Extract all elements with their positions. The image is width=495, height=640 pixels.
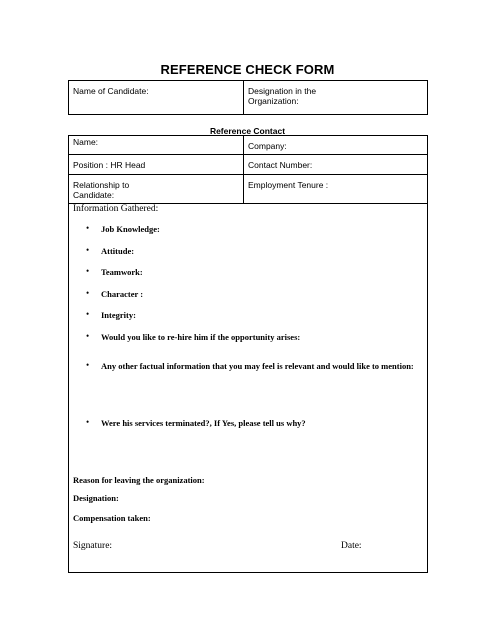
- designation-label-line2: Organization:: [248, 96, 299, 106]
- reference-company-field[interactable]: Company:: [248, 141, 287, 151]
- bullet-rehire[interactable]: Would you like to re-hire him if the opportunity arises:: [101, 332, 301, 342]
- bullet-glyph: •: [86, 331, 90, 341]
- reference-name-field[interactable]: Name:: [73, 137, 99, 147]
- bullet-glyph: •: [86, 223, 90, 233]
- date-label[interactable]: Date:: [341, 541, 362, 551]
- compensation-label[interactable]: Compensation taken:: [73, 513, 151, 523]
- information-gathered-heading: Information Gathered:: [73, 204, 159, 214]
- reference-relationship-field[interactable]: [73, 180, 129, 200]
- form-title: REFERENCE CHECK FORM: [160, 62, 335, 77]
- relationship-label-line2: Candidate:: [73, 190, 115, 200]
- reason-for-leaving-label[interactable]: Reason for leaving the organization:: [73, 475, 205, 485]
- bullet-glyph: •: [86, 417, 90, 427]
- signature-label[interactable]: Signature:: [73, 541, 113, 551]
- reference-row-line-1: [68, 154, 428, 155]
- bullet-glyph: •: [86, 288, 90, 298]
- bullet-terminated[interactable]: Were his services terminated?, If Yes, please tell us why?: [101, 418, 306, 428]
- bullet-glyph: •: [86, 309, 90, 319]
- designation-label-line1: Designation in the: [248, 86, 317, 96]
- bullet-teamwork[interactable]: Teamwork:: [101, 267, 143, 277]
- bullet-job-knowledge[interactable]: Job Knowledge:: [101, 224, 160, 234]
- reference-position-field[interactable]: Position : HR Head: [73, 160, 146, 170]
- bullet-character[interactable]: Character :: [101, 289, 144, 299]
- candidate-divider: [243, 80, 244, 115]
- reference-contact-number-field[interactable]: Contact Number:: [248, 160, 313, 170]
- bullet-glyph: •: [86, 266, 90, 276]
- candidate-name-field[interactable]: Name of Candidate:: [73, 86, 149, 96]
- reference-row-line-2: [68, 174, 428, 175]
- reference-contact-heading: Reference Contact: [209, 126, 286, 136]
- bullet-other-information[interactable]: Any other factual information that you may feel is relevant and would like to mention:: [101, 361, 414, 371]
- designation-label[interactable]: Designation:: [73, 493, 119, 503]
- bullet-attitude[interactable]: Attitude:: [101, 246, 135, 256]
- reference-table: [68, 135, 428, 573]
- reference-tenure-field[interactable]: Employment Tenure :: [248, 180, 329, 190]
- bullet-integrity[interactable]: Integrity:: [101, 310, 136, 320]
- candidate-designation-field[interactable]: [248, 86, 316, 106]
- bullet-glyph: •: [86, 360, 90, 370]
- reference-divider: [243, 135, 244, 203]
- bullet-glyph: •: [86, 245, 90, 255]
- relationship-label-line1: Relationship to: [73, 180, 130, 190]
